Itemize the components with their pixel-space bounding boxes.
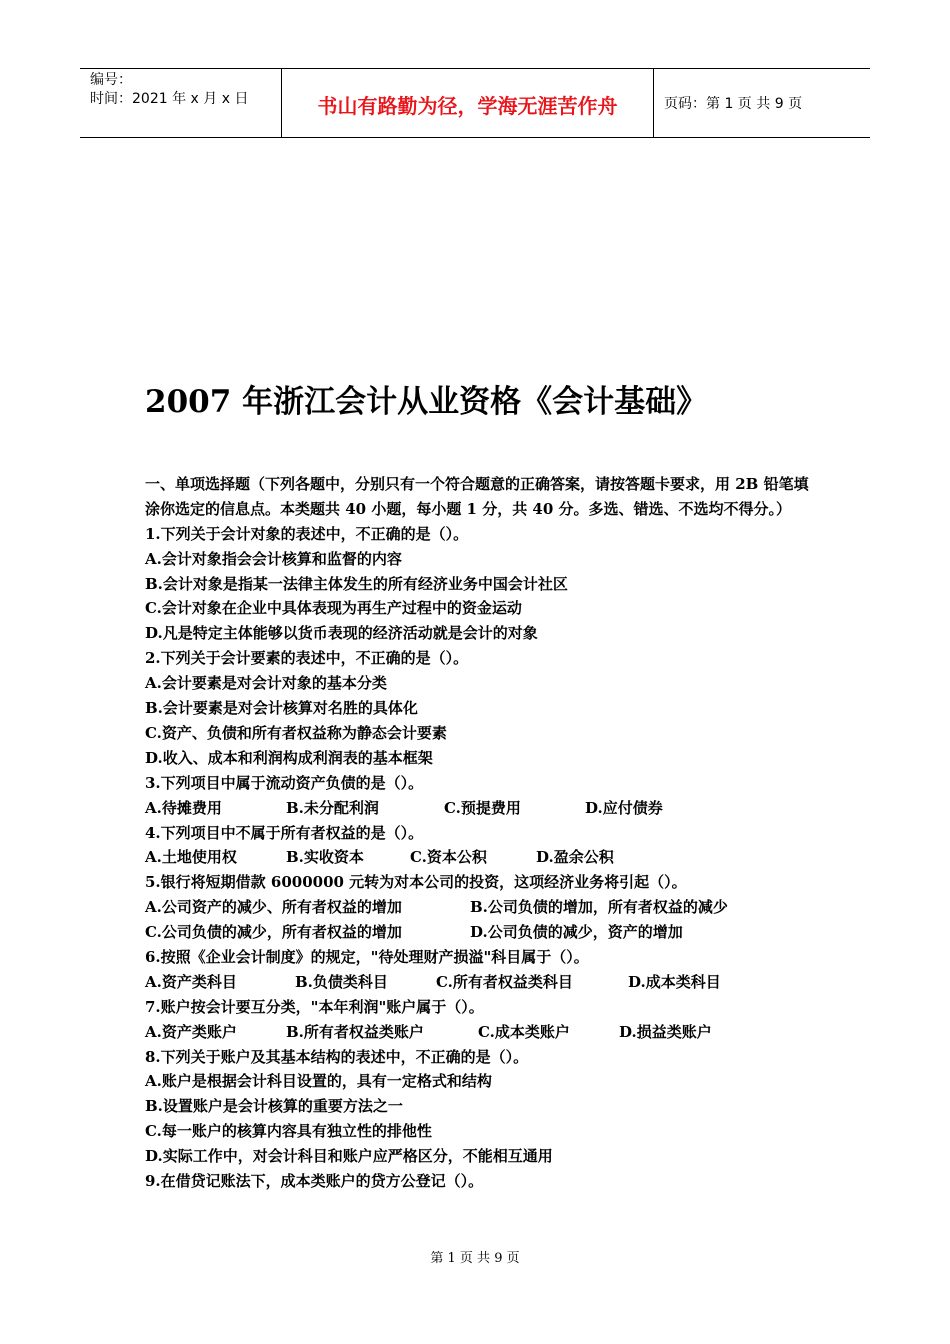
question-stem: 3.下列项目中属于流动资产负债的是（）。 [145,773,424,792]
option: B.所有者权益类账户 [286,1022,424,1041]
option-row [145,970,810,995]
option-row [145,845,810,870]
header-page-label: 页码：第 1 页 共 9 页 [664,96,803,112]
header-meta [80,69,282,137]
option: A.公司资产的减少、所有者权益的增加 [145,898,402,917]
option: B.设置账户是会计核算的重要方法之一 [145,1097,403,1116]
option: C.所有者权益类科目 [436,972,573,991]
option: A.会计对象指会会计核算和监督的内容 [145,549,402,568]
question-stem: 2.下列关于会计要素的表述中，不正确的是（）。 [145,649,469,668]
option-row [145,1020,810,1045]
question-stem: 4.下列项目中不属于所有者权益的是（）。 [145,823,424,842]
option: D.盈余公积 [536,848,614,867]
option: C.预提费用 [444,798,521,817]
option: C.公司负债的减少，所有者权益的增加 [145,923,402,942]
option: D.公司负债的减少，资产的增加 [470,923,683,942]
header-motto: 书山有路勤为径，学海无涯苦作舟 [282,69,654,137]
question-stem: 8.下列关于账户及其基本结构的表述中，不正确的是（）。 [145,1047,529,1066]
option: A.会计要素是对会计对象的基本分类 [145,674,387,693]
question-stem: 6.按照《企业会计制度》的规定，"待处理财产损溢"科目属于（）。 [145,947,589,966]
option: A.账户是根据会计科目设置的，具有一定格式和结构 [145,1072,492,1091]
option-row [145,895,810,920]
option: C.资产、负债和所有者权益称为静态会计要素 [145,723,447,742]
option: D.应付债券 [585,798,663,817]
question-stem: 5.银行将短期借款 6000000 元转为对本公司的投资，这项经济业务将引起（）。 [145,873,687,892]
time-label: 时间：2021 年 x 月 x 日 [90,91,249,107]
page-footer: 第 1 页 共 9 页 [430,1251,520,1266]
option: B.负债类科目 [295,972,388,991]
question-list [145,472,810,1194]
number-label: 编号： [90,72,132,88]
option: A.资产类账户 [145,1022,237,1041]
option: C.每一账户的核算内容具有独立性的排他性 [145,1122,432,1141]
option: B.公司负债的增加，所有者权益的减少 [470,898,728,917]
option: A.资产类科目 [145,972,237,991]
option: B.会计要素是对会计核算对名胜的具体化 [145,699,418,718]
option: B.实收资本 [286,848,364,867]
option: D.损益类账户 [619,1022,712,1041]
option: D.实际工作中，对会计科目和账户应严格区分，不能相互通用 [145,1147,553,1166]
option-row [145,796,810,821]
option: B.会计对象是指某一法律主体发生的所有经济业务中国会计社区 [145,574,568,593]
option-row [145,920,810,945]
option: D.成本类科目 [628,972,721,991]
question-stem: 1.下列关于会计对象的表述中，不正确的是（）。 [145,524,469,543]
question-stem: 7.账户按会计要互分类，"本年利润"账户属于（）。 [145,997,484,1016]
option: D.凡是特定主体能够以货币表现的经济活动就是会计的对象 [145,624,538,643]
document-title: 2007 年浙江会计从业资格《会计基础》 [145,384,708,420]
option: A.土地使用权 [145,848,237,867]
option: C.会计对象在企业中具体表现为再生产过程中的资金运动 [145,599,522,618]
question-stem: 9.在借贷记账法下，成本类账户的贷方公登记（）。 [145,1171,484,1190]
option: A.待摊费用 [145,798,222,817]
option: B.未分配利润 [286,798,379,817]
page-header [80,68,870,138]
option: C.资本公积 [410,848,487,867]
option: C.成本类账户 [478,1022,570,1041]
section-intro: 一、单项选择题（下列各题中，分别只有一个符合题意的正确答案，请按答题卡要求，用 2B 铅笔填涂你选定的信息点。本类题共 40 小题，每小题 1 分，共 40 分。多选、错选、不选均不得分。） [145,475,809,518]
option: D.收入、成本和利润构成利润表的基本框架 [145,748,433,767]
